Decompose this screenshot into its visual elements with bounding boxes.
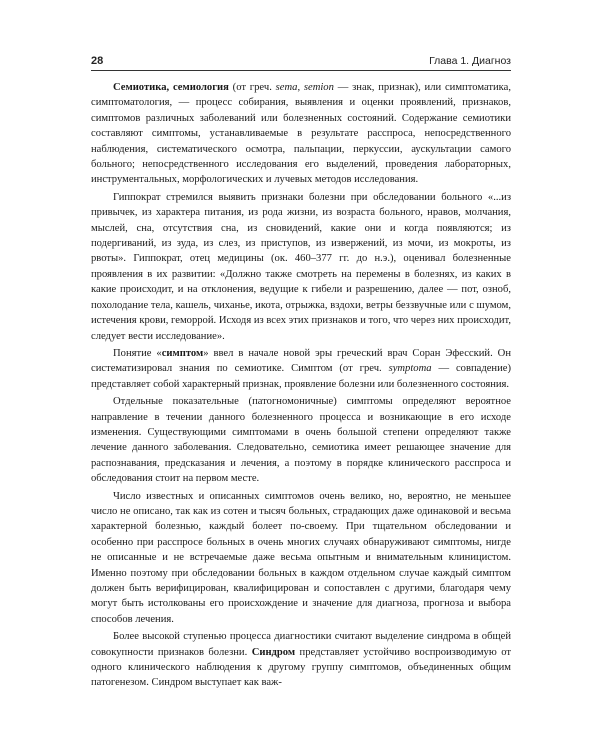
paragraph-syndrome — [91, 629, 511, 691]
paragraph-symptom — [91, 346, 511, 392]
term-symptom: симптом — [161, 347, 204, 359]
term-semiotics: Семиотика — [113, 82, 167, 93]
page-number: 28 — [91, 55, 104, 67]
paragraph-text: — знак, признак), или симптоматика, симптоматология, — процесс собирания, выявления и оценки проявлений, признаков, симптомов различных заболеваний или болезненных состояний. Содержание семиотики составляют симптомы, устанавливаемые в результате расспроса, непосредственного наблюдения, систематического осмотра, пальпации, перкуссии, аускультации самого больного; непосредственного исследования его выделений, проведения лабораторных, инструментальных, морфологических и лучевых методов исследования. — [91, 82, 512, 186]
greek-word-symptoma: symptoma — [388, 363, 432, 375]
greek-word-sema: sema — [275, 82, 298, 93]
greek-word-semion: semion — [303, 82, 334, 93]
paragraph-hippocrates: Гиппократ стремился выявить признаки болезни при обследовании больного «...из привычек, из характера питания, из рода жизни, из возраста больного, нравов, молчания, мыслей, сна, отсутствия сна, из сновидений, какие они и когда появляются; из подергиваний, из зуда, из слез, из приступов, из извержений, из мочи, из мокроты, из рвоты». Гиппократ, отец медицины (ок. 460–377 гг. до н.э.), оценивал болезненные проявления в их развитии: «Должно также смотреть на перемены в болезнях, из каких в какие происходит, и на отклонения, ведущие к гибели и разрешению, далее — пот, озноб, похолодание тела, кашель, чиханье, икота, отрыжка, вздохи, ветры беззвучные или с шумом, истечения крови, геморрой. Исходя из всех этих признаков и того, что через них происходит, следует вести исследование». — [91, 191, 511, 342]
paragraph-text: — совпадение) представляет собой характерный признак, проявление болезни или болезненного состояния. — [91, 363, 511, 390]
paragraph-number-of-symptoms: Число известных и описанных симптомов очень велико, но, вероятно, не меньшее число не описано, так как из сотен и тысяч больных, страдающих даже одинаковой и весьма характерной болезнью, каждый болеет по-своему. При тщательном обследовании и особенно при расспросе больных в очень многих случаях обнаруживают симптомы, нигде не описанные и не встречаемые даже весьма опытным и внимательным клиницистом. Именно поэтому при обследовании больных в каждом отдельном случае каждый симптом должен быть верифицирован, квалифицирован и сопоставлен с другими, благодаря чему могут быть истолкованы его происхождение и значение для диагноза, прогноза и выбора способов лечения. — [91, 490, 511, 625]
term-semiology: семиология — [172, 82, 229, 93]
paragraph-text: представляет устойчиво воспроизводимую от одного клинического наблюдения к другому группу симптомов, объединенных общим патогенезом. Синдром выступает как важ- — [91, 646, 511, 689]
paragraph-semiotics — [91, 80, 511, 188]
running-header — [91, 54, 511, 71]
paragraph-text: Понятие « — [113, 347, 162, 359]
chapter-title: Глава 1. Диагноз — [429, 55, 511, 67]
term-separator: , — [166, 82, 173, 93]
paragraph-text: , — [297, 82, 304, 93]
paragraph-text: (от греч. — [228, 82, 276, 93]
paragraph-pathognomonic: Отдельные показательные (патогномоничные) симптомы определяют вероятное направление в течении данного болезненного процесса и возникающие в его исходе изменения. Существующими симптомами в очень большой степени определяют также лечение данного заболевания. Следовательно, семиотика имеет решающее значение для распознавания, предсказания и лечения, а поэтому в порядке клинического расспроса и обследования стоит на первом месте. — [91, 396, 511, 485]
body-text — [91, 80, 511, 693]
paragraph-text: » ввел в начале новой эры греческий врач Соран Эфесский. Он систематизировал знания по семиотике. Симптом (от греч. — [91, 347, 511, 375]
paragraph-text: Более высокой ступенью процесса диагностики считают выделение синдрома в общей совокупности признаков болезни. — [91, 631, 511, 658]
term-syndrome: Синдром — [251, 646, 296, 658]
